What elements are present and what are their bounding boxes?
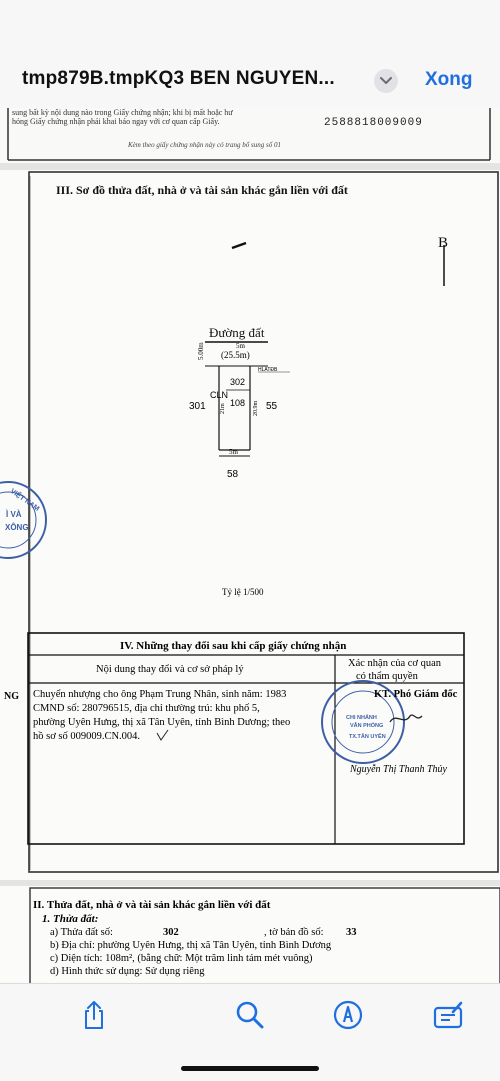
chevron-down-icon <box>380 77 392 85</box>
parcel-number-label: a) Thửa đất số: <box>50 927 113 938</box>
signer-name: Nguyễn Thị Thanh Thủy <box>350 764 447 775</box>
road-label: Đường đất <box>209 325 265 340</box>
prev-page-line1: sung bất kỳ nội dung nào trong Giấy chứng nhận; khi bị mất hoặc hư <box>12 108 233 117</box>
left-seal-text: VIỆT NAM <box>8 487 41 513</box>
document-title: tmp879B.tmpKQ3 BEN NGUYEN... <box>22 68 335 89</box>
serial-number: 2588818009009 <box>324 117 423 129</box>
home-indicator <box>181 1066 319 1071</box>
map-sheet-value: 33 <box>346 927 357 938</box>
prev-page-line3: Kèm theo giấy chứng nhận này có trang bổ sung số 01 <box>128 141 281 149</box>
svg-text:CHI NHÁNH: CHI NHÁNH <box>346 715 377 721</box>
change-line-3: phường Uyên Hưng, thị xã Tân Uyên, tỉnh Bình Dương; theo <box>33 717 291 728</box>
col-confirm-header-2: có thẩm quyền <box>356 671 418 682</box>
col-confirm-header-1: Xác nhận của cơ quan <box>348 658 442 669</box>
document-viewer[interactable] <box>0 108 500 983</box>
top-bar <box>0 0 500 108</box>
parcel-address: b) Địa chỉ: phường Uyên Hưng, thị xã Tân Uyên, tỉnh Bình Dương <box>50 940 332 951</box>
svg-text:Ì VÀ: Ì VÀ <box>6 510 22 519</box>
dim-width-label: (25.5m) <box>221 350 250 360</box>
change-line-1: Chuyển nhượng cho ông Phạm Trung Nhân, sinh năm: 1983 <box>33 689 287 700</box>
markup-icon[interactable] <box>332 999 364 1031</box>
margin-label: NG <box>4 691 19 702</box>
svg-text:XÔNG: XÔNG <box>5 523 29 532</box>
document-page-render <box>0 108 500 983</box>
map-sheet-label: , tờ bản đồ số: <box>264 927 324 938</box>
change-line-2: CMND số: 280796515, địa chỉ thường trú: khu phố 5, <box>33 703 260 714</box>
search-icon[interactable] <box>234 999 266 1031</box>
section3-heading: III. Sơ đồ thửa đất, nhà ở và tài sản khác gắn liền với đất <box>56 183 348 197</box>
road-width-label: 5.00m <box>197 342 205 360</box>
change-line-4: hồ sơ số 009009.CN.004. <box>33 731 141 742</box>
parcel-number: 302 <box>230 377 246 387</box>
hl-label: HLATĐB <box>258 367 278 373</box>
annotate-icon[interactable] <box>432 999 464 1031</box>
done-button[interactable]: Xong <box>425 69 473 90</box>
parcel-subheading: 1. Thửa đất: <box>42 913 99 925</box>
section2-heading: II. Thửa đất, nhà ở và tài sản khác gắn liền với đất <box>33 899 271 911</box>
parcel-area: 108 <box>230 398 246 408</box>
prev-page-line2: hỏng Giấy chứng nhận phải khai báo ngay với cơ quan cấp Giấy. <box>12 117 220 126</box>
neighbor-right: 55 <box>266 401 278 412</box>
col-content-header: Nội dung thay đổi và cơ sở pháp lý <box>96 664 244 675</box>
parcel-use: CLN <box>210 390 229 400</box>
share-icon[interactable] <box>78 999 110 1031</box>
svg-text:TX.TÂN UYÊN: TX.TÂN UYÊN <box>349 734 386 740</box>
neighbor-bottom: 58 <box>227 469 239 480</box>
dim-top-label: 5m <box>236 342 245 350</box>
side-right-label: 20.9m <box>253 400 259 416</box>
use-form-line: d) Hình thức sử dụng: Sử dụng riêng <box>50 966 205 977</box>
scale-label: Tỷ lệ 1/500 <box>222 587 264 597</box>
parcel-number-value: 302 <box>163 927 179 938</box>
title-menu-button[interactable] <box>374 69 398 93</box>
dim-bottom-label: 5m <box>229 448 238 456</box>
side-left-label: 21m <box>220 403 226 414</box>
neighbor-left: 301 <box>189 401 206 412</box>
parcel-area-line: c) Diện tích: 108m², (bằng chữ: Một trăm linh tám mét vuông) <box>50 953 313 964</box>
section4-heading: IV. Những thay đổi sau khi cấp giấy chứng nhận <box>120 640 347 652</box>
svg-text:VĂN PHÒNG: VĂN PHÒNG <box>350 723 384 729</box>
north-arrow-label: B <box>438 235 449 251</box>
sign-title: KT. Phó Giám đốc <box>374 689 458 700</box>
